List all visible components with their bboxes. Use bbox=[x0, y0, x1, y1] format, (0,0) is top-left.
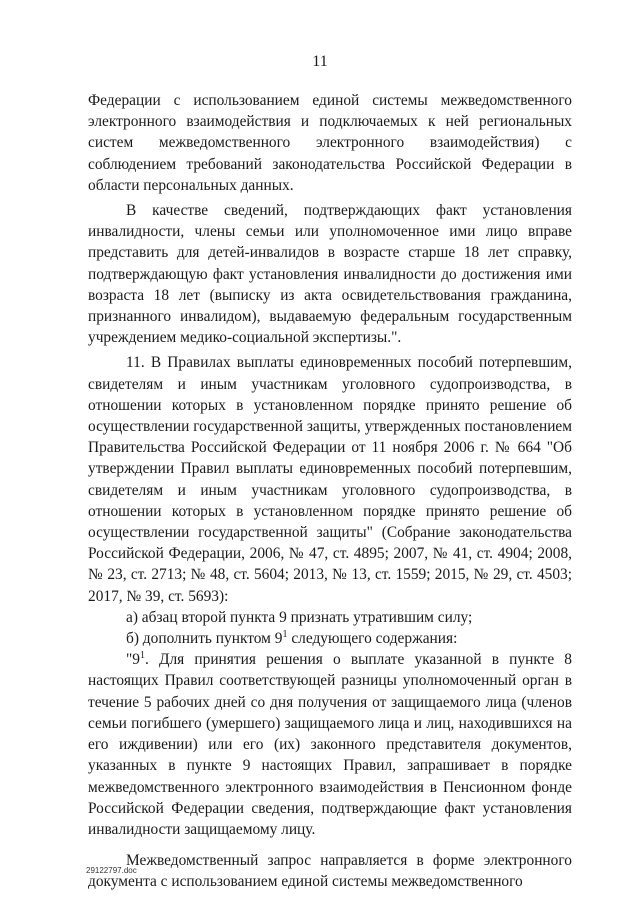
point-9-1-superscript: 1 bbox=[139, 650, 145, 662]
paragraph-item-11: 11. В Правилах выплаты единовременных пособий потерпевшим, свидетелям и иным участникам уголовного судопроизводства, в отношении которых в установленном порядке принято решение об осуществлении государственной защиты, утвержденных постановлением Правительства Российской Федерации от 11 ноября 2006 г. № 664 "Об утверждении Правил выплаты единовременных пособий потерпевшим, свидетелям и иным участникам уголовного судопроизводства, в отношении которых в установленном порядке принято решение об осуществлении государственной защиты" (Собрание законодательства Российской Федерации, 2006, № 47, ст. 4895; 2007, № 41, ст. 4904; 2008, № 23, ст. 2713; № 48, ст. 5604; 2013, № 13, ст. 1559; 2015, № 29, ст. 4503; 2017, № 39, ст. 5693): bbox=[88, 354, 572, 605]
paragraph-subitem-a: а) абзац второй пункта 9 признать утратившим силу; bbox=[126, 608, 473, 626]
paragraph-interagency-request: Межведомственный запрос направляется в форме электронного документа с использованием единой системы межведомственного bbox=[88, 852, 572, 891]
document-body bbox=[88, 90, 572, 893]
paragraph-subitem-b bbox=[88, 628, 572, 649]
point-9-1-text-before: "9 bbox=[126, 651, 140, 669]
paragraph-point-9-1 bbox=[88, 649, 572, 840]
paragraph-disability-info: В качестве сведений, подтверждающих факт установления инвалидности, члены семьи или уполномоченное ими лицо вправе представить для детей-инвалидов в возрасте старше 18 лет справку, подтверждающую факт установления инвалидности до достижения ими возраста 18 лет (выписку из акта освидетельствования гражданина, признанного инвалидом), выдаваемую федеральным государственным учреждением медико-социальной экспертизы.". bbox=[88, 202, 572, 347]
point-9-1-text-after: . Для принятия решения о выплате указанной в пункте 8 настоящих Правил соответствующей разницы уполномоченный орган в течение 5 рабочих дней со дня получения от защищаемого лица (членов семьи погибшего (умершего) защищаемого лица и лиц, находившихся на его иждивении) или его (их) законного представителя документов, указанных в пункте 9 настоящих Правил, запрашивает в порядке межведомственного электронного взаимодействия в Пенсионном фонде Российской Федерации сведения, подтверждающие факт установления инвалидности защищаемому лицу. bbox=[88, 651, 572, 838]
paragraph-continuation: Федерации с использованием единой системы межведомственного электронного взаимодействия и подключаемых к ней региональных систем межведомственного электронного взаимодействия) с соблюдением требований законодательства Российской Федерации в области персональных данных. bbox=[88, 92, 572, 194]
page-number: 11 bbox=[312, 53, 328, 70]
subitem-b-text-after: следующего содержания: bbox=[287, 630, 458, 648]
subitem-b-superscript: 1 bbox=[282, 628, 288, 640]
document-code: 29122797.doc bbox=[86, 866, 137, 875]
subitem-b-text-before: б) дополнить пунктом 9 bbox=[126, 630, 283, 648]
